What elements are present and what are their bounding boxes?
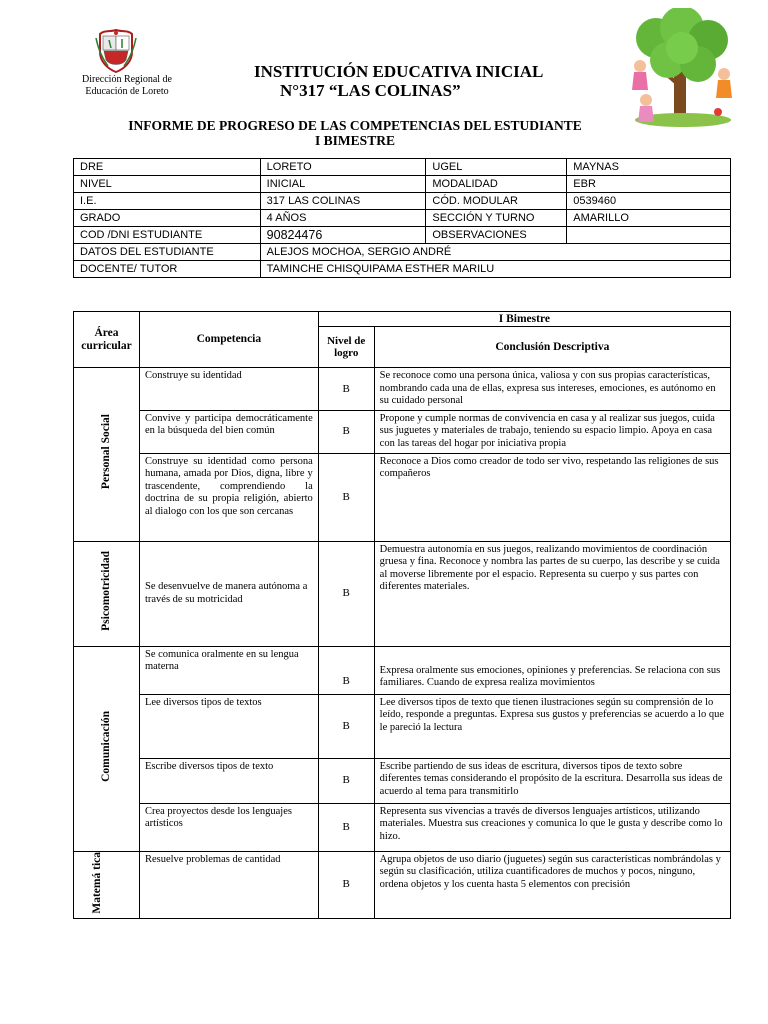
competencia-cell: Resuelve problemas de cantidad xyxy=(139,851,318,918)
info-row xyxy=(74,227,731,244)
report-title-line-1: INFORME DE PROGRESO DE LAS COMPETENCIAS DEL ESTUDIANTE xyxy=(128,118,582,133)
info-label: OBSERVACIONES xyxy=(426,227,567,244)
nivel-cell: B xyxy=(318,410,374,453)
info-value: ALEJOS MOCHOA, SERGIO ANDRÉ xyxy=(260,244,730,261)
header-conclusion: Conclusión Descriptiva xyxy=(374,327,730,368)
report-title-line-2: I BIMESTRE xyxy=(315,133,395,148)
area-cell xyxy=(74,851,140,918)
info-value: AMARILLO xyxy=(567,210,731,227)
nivel-cell: B xyxy=(318,851,374,918)
competencia-cell: Crea proyectos desde los lenguajes artísticos xyxy=(139,803,318,851)
institution-title-line-2: N°317 “LAS COLINAS” xyxy=(280,81,461,100)
table-row xyxy=(74,851,731,918)
info-label: GRADO xyxy=(74,210,261,227)
dre-logo xyxy=(72,28,182,100)
info-value: 0539460 xyxy=(567,193,731,210)
info-value: MAYNAS xyxy=(567,159,731,176)
institution-title xyxy=(230,62,590,100)
competencia-cell: Se comunica oralmente en su lengua materna xyxy=(139,646,318,694)
area-cell xyxy=(74,368,140,542)
nivel-cell: B xyxy=(318,453,374,541)
area-name: Psicomotricidad xyxy=(100,551,113,632)
tree-children-illustration xyxy=(626,8,740,130)
info-value: 4 AÑOS xyxy=(260,210,426,227)
area-cell xyxy=(74,646,140,851)
student-info-table xyxy=(73,158,731,278)
table-header-row xyxy=(74,312,731,327)
area-name: Matemá tica xyxy=(91,851,104,914)
competencia-cell: Construye su identidad como persona humana, amada por Dios, digna, libre y trascendente, comprendiendo la doctrina de su propia religión, abierto al dialogo con los que son cercanas xyxy=(139,453,318,541)
header-area: Área curricular xyxy=(74,312,140,368)
nivel-cell: B xyxy=(318,758,374,803)
info-label: DRE xyxy=(74,159,261,176)
info-label: NIVEL xyxy=(74,176,261,193)
table-row xyxy=(74,453,731,541)
info-row xyxy=(74,244,731,261)
institution-title-line-1: INSTITUCIÓN EDUCATIVA INICIAL xyxy=(254,62,544,81)
header-bimestre: I Bimestre xyxy=(318,312,730,327)
org-name xyxy=(72,74,182,98)
area-name: Comunicación xyxy=(100,710,113,782)
conclusion-cell: Se reconoce como una persona única, valiosa y con sus propias características, nombrando cada una de ellas, expresa sus intereses, emociones, es autónomo en su cuidado personal xyxy=(374,368,730,411)
header-competencia: Competencia xyxy=(139,312,318,368)
info-label: CÓD. MODULAR xyxy=(426,193,567,210)
table-row xyxy=(74,694,731,758)
table-row xyxy=(74,758,731,803)
info-label: DOCENTE/ TUTOR xyxy=(74,261,261,278)
conclusion-cell: Lee diversos tipos de texto que tienen ilustraciones según su comprensión de lo leído, responde a preguntas. Expresa sus gustos y preferencias se acuerdo a lo que le pareció la lectura xyxy=(374,694,730,758)
conclusion-cell: Representa sus vivencias a través de diversos lenguajes artísticos, utilizando materiales. Muestra sus creaciones y comunica lo que le gusta y describe como lo hizo. xyxy=(374,803,730,851)
info-value xyxy=(567,227,731,244)
info-label: COD /DNI ESTUDIANTE xyxy=(74,227,261,244)
competencia-cell: Convive y participa democráticamente en la búsqueda del bien común xyxy=(139,410,318,453)
nivel-cell: B xyxy=(318,541,374,646)
info-value: INICIAL xyxy=(260,176,426,193)
area-cell xyxy=(74,541,140,646)
info-value: 90824476 xyxy=(260,227,426,244)
table-row xyxy=(74,541,731,646)
header-nivel: Nivel de logro xyxy=(318,327,374,368)
competencia-cell: Lee diversos tipos de textos xyxy=(139,694,318,758)
peru-crest-icon xyxy=(94,28,138,74)
conclusion-cell: Reconoce a Dios como creador de todo ser vivo, respetando las religiones de sus compañeros xyxy=(374,453,730,541)
info-value: LORETO xyxy=(260,159,426,176)
org-line-1: Dirección Regional de xyxy=(82,74,172,85)
info-row xyxy=(74,210,731,227)
area-name: Personal Social xyxy=(100,414,113,490)
table-row xyxy=(74,368,731,411)
info-label: SECCIÓN Y TURNO xyxy=(426,210,567,227)
table-row xyxy=(74,803,731,851)
conclusion-cell: Escribe partiendo de sus ideas de escritura, diversos tipos de texto sobre diferentes temas considerando el propósito de la escritura. Desarrolla sus ideas de acuerdo al tema para transmitirlo xyxy=(374,758,730,803)
competencia-cell: Construye su identidad xyxy=(139,368,318,411)
org-line-2: Educación de Loreto xyxy=(85,86,169,97)
competencia-cell: Escribe diversos tipos de texto xyxy=(139,758,318,803)
info-label: UGEL xyxy=(426,159,567,176)
report-title xyxy=(100,118,610,148)
info-row xyxy=(74,261,731,278)
table-row xyxy=(74,646,731,694)
conclusion-cell: Propone y cumple normas de convivencia en casa y al realizar sus juegos, cuida sus juguetes y materiales de trabajo, teniendo su espacio limpio. Apoya en casa con las tareas del hogar por iniciativa propia xyxy=(374,410,730,453)
conclusion-cell: Expresa oralmente sus emociones, opiniones y preferencias. Se relaciona con sus familiares. Cuando de expresa realiza movimientos xyxy=(374,646,730,694)
info-row xyxy=(74,193,731,210)
info-value: EBR xyxy=(567,176,731,193)
nivel-cell: B xyxy=(318,803,374,851)
info-row xyxy=(74,176,731,193)
conclusion-cell: Demuestra autonomía en sus juegos, realizando movimientos de coordinación gruesa y fina. Reconoce y nombra las partes de su cuerpo, las describe y se cuida al moverse libremente por el espacio. Representa su cuerpo y sus partes con diferentes materiales. xyxy=(374,541,730,646)
info-label: DATOS DEL ESTUDIANTE xyxy=(74,244,261,261)
nivel-cell: B xyxy=(318,694,374,758)
table-row xyxy=(74,410,731,453)
info-row xyxy=(74,159,731,176)
nivel-cell: B xyxy=(318,646,374,694)
nivel-cell: B xyxy=(318,368,374,411)
info-value: 317 LAS COLINAS xyxy=(260,193,426,210)
competencia-cell: Se desenvuelve de manera autónoma a través de su motricidad xyxy=(139,541,318,646)
competencies-table xyxy=(73,311,731,919)
info-label: I.E. xyxy=(74,193,261,210)
info-value: TAMINCHE CHISQUIPAMA ESTHER MARILU xyxy=(260,261,730,278)
info-label: MODALIDAD xyxy=(426,176,567,193)
conclusion-cell: Agrupa objetos de uso diario (juguetes) según sus características nombrándolas y según su clasificación, utiliza cuantificadores de muchos y pocos, ninguno, ordena objetos y los cuenta hasta 5 elementos con precisión xyxy=(374,851,730,918)
